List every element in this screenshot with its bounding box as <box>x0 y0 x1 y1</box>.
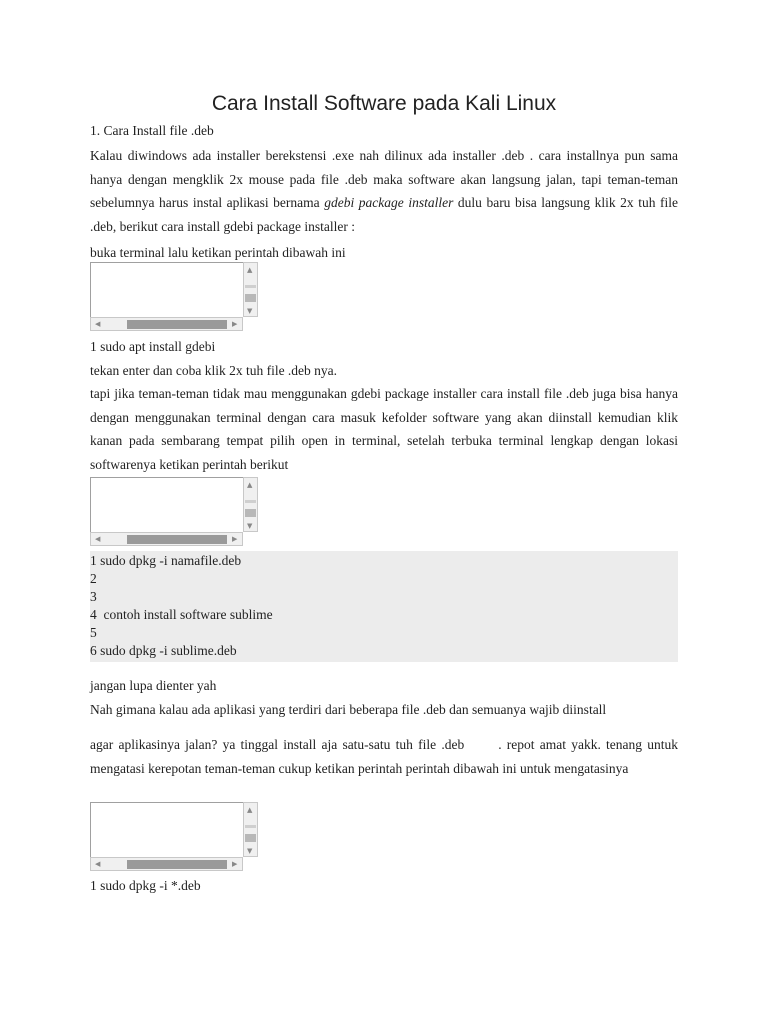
code-line: 2 <box>90 571 97 586</box>
vertical-scrollbar[interactable] <box>243 477 258 532</box>
scrollbar-track-mark <box>245 500 256 503</box>
horizontal-scroll-thumb[interactable] <box>127 860 227 869</box>
code-line: 3 <box>90 589 97 604</box>
code-line: 1 sudo dpkg -i namafile.deb <box>90 553 242 568</box>
vertical-scroll-thumb[interactable] <box>245 509 256 517</box>
code-scrollbox-pane <box>90 262 244 318</box>
vertical-scroll-thumb[interactable] <box>245 294 256 302</box>
paragraph-intro-text-end: dulu baru bisa langsung klik 2x tuh file .deb, berikut cara install gdebi package installer : <box>90 195 679 234</box>
code-scrollbox[interactable] <box>90 802 260 872</box>
gdebi-italic-text: gdebi package installer <box>324 195 454 210</box>
instruction-line: Nah gimana kalau ada aplikasi yang terdiri dari beberapa file .deb dan semuanya wajib diinstall <box>90 702 607 717</box>
section-heading: 1. Cara Install file .deb <box>90 123 214 138</box>
code-line: 5 <box>90 625 97 640</box>
code-scrollbox-pane <box>90 802 244 858</box>
scroll-down-icon[interactable]: ▼ <box>247 847 253 855</box>
code-scrollbox[interactable] <box>90 262 260 332</box>
scroll-up-icon[interactable]: ▲ <box>247 481 253 489</box>
code-line: 1 sudo apt install gdebi <box>90 339 216 354</box>
scroll-left-icon[interactable]: ◀ <box>95 320 101 328</box>
paragraph-intro-text: Kalau diwindows ada installer berekstensi .exe nah dilinux ada installer .deb . cara installnya pun sama hanya dengan mengklik 2x mouse pada file .deb maka software akan langsung jalan, tapi teman-teman sebelumnya harus instal aplikasi bernama <box>90 148 678 210</box>
code-scrollbox[interactable] <box>90 477 260 547</box>
scroll-up-icon[interactable]: ▲ <box>247 266 253 274</box>
code-listing <box>90 338 215 356</box>
horizontal-scroll-thumb[interactable] <box>127 535 227 544</box>
scrollbar-track-mark <box>245 825 256 828</box>
code-scrollbox-pane <box>90 477 244 533</box>
code-listing <box>90 551 678 662</box>
scroll-down-icon[interactable]: ▼ <box>247 307 253 315</box>
instruction-line: tekan enter dan coba klik 2x tuh file .deb nya. <box>90 363 338 378</box>
horizontal-scroll-thumb[interactable] <box>127 320 227 329</box>
horizontal-scrollbar[interactable] <box>90 857 243 871</box>
code-line: 4 contoh install software sublime <box>90 607 273 622</box>
scrollbar-corner <box>243 317 258 331</box>
horizontal-scrollbar[interactable] <box>90 532 243 546</box>
paragraph-multi-deb-text: agar aplikasinya jalan? ya tinggal install aja satu-satu tuh file .deb <box>90 737 465 752</box>
paragraph-multi-deb-text-end: . repot amat yakk. tenang untuk mengatasi kerepotan teman-teman cukup ketikan perintah perintah dibawah ini untuk mengatasinya <box>90 737 678 776</box>
paragraph-terminal: tapi jika teman-teman tidak mau menggunakan gdebi package installer cara install file .deb juga bisa hanya dengan menggunakan terminal dengan cara masuk kefolder software yang akan diinstall kemudian klik kanan pada sembarang tempat pilih open in terminal, setelah terbuka terminal lengkap dengan lokasi softwarenya ketikan perintah berikut <box>90 386 678 472</box>
scroll-right-icon[interactable]: ▶ <box>232 860 238 868</box>
vertical-scrollbar[interactable] <box>243 262 258 317</box>
code-listing <box>90 877 201 895</box>
code-line: 6 sudo dpkg -i sublime.deb <box>90 643 237 658</box>
scroll-right-icon[interactable]: ▶ <box>232 320 238 328</box>
scroll-right-icon[interactable]: ▶ <box>232 535 238 543</box>
vertical-scrollbar[interactable] <box>243 802 258 857</box>
scrollbar-corner <box>243 532 258 546</box>
scroll-up-icon[interactable]: ▲ <box>247 806 253 814</box>
vertical-scroll-thumb[interactable] <box>245 834 256 842</box>
horizontal-scrollbar[interactable] <box>90 317 243 331</box>
paragraph-multi-deb <box>90 733 678 780</box>
instruction-line: jangan lupa dienter yah <box>90 678 217 693</box>
code-line: 1 sudo dpkg -i *.deb <box>90 878 201 893</box>
paragraph-intro <box>90 144 678 238</box>
scroll-left-icon[interactable]: ◀ <box>95 860 101 868</box>
page-title: Cara Install Software pada Kali Linux <box>211 92 557 115</box>
scrollbar-corner <box>243 857 258 871</box>
instruction-line: buka terminal lalu ketikan perintah dibawah ini <box>90 245 346 260</box>
scrollbar-track-mark <box>245 285 256 288</box>
scroll-left-icon[interactable]: ◀ <box>95 535 101 543</box>
scroll-down-icon[interactable]: ▼ <box>247 522 253 530</box>
